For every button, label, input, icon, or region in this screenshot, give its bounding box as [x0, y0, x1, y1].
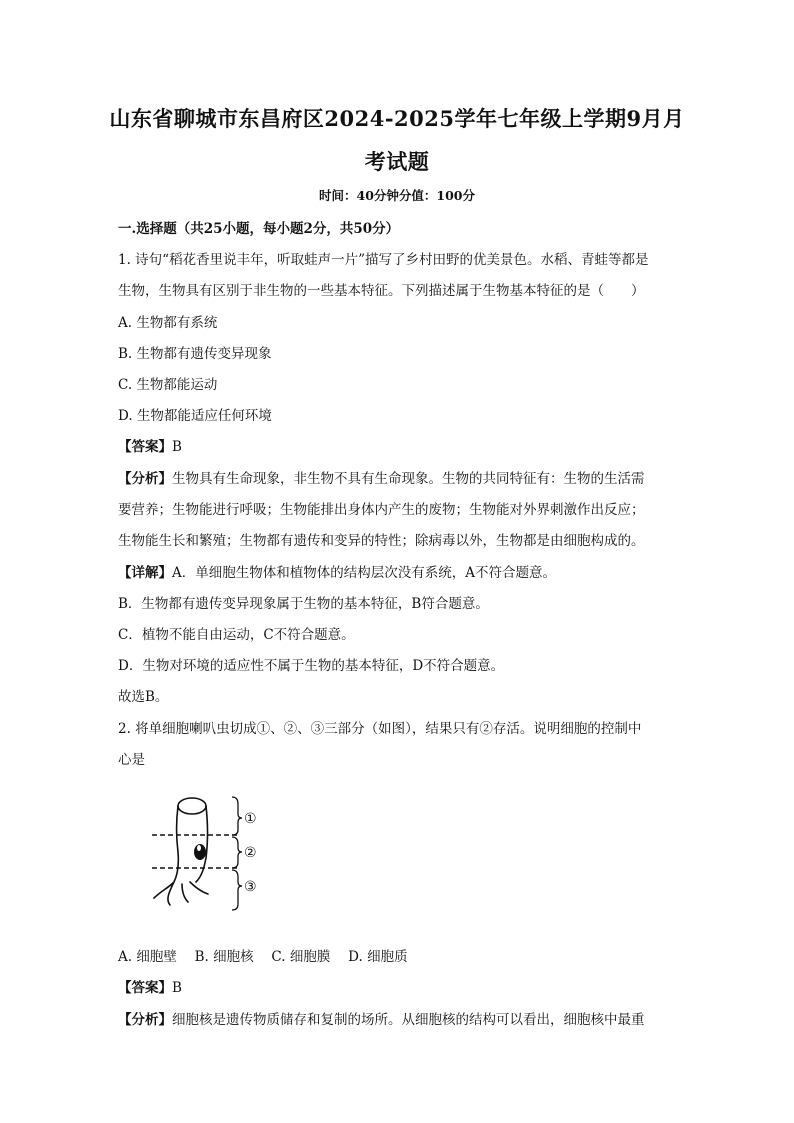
q2-answer	[118, 976, 182, 996]
analysis-text: 生物具有生命现象，非生物不具有生命现象。生物的共同特征有：生物的生活需	[172, 471, 645, 487]
exam-meta: 时间：40分钟分值：100分	[319, 188, 475, 203]
q1-analysis-line2: 要营养；生物能进行呼吸；生物能排出身体内产生的废物；生物能对外界刺激作出反应；	[118, 502, 645, 518]
q1-analysis-line1	[118, 467, 645, 487]
answer-tag: 【答案】	[118, 980, 172, 996]
doc-title-line1: 山东省聊城市东昌府区2024-2025学年七年级上学期9月月	[109, 106, 685, 131]
analysis-tag: 【分析】	[118, 471, 172, 487]
answer-value: B	[172, 980, 182, 996]
q1-conclusion: 故选B。	[118, 689, 169, 705]
q1-answer	[118, 435, 182, 455]
q1-analysis-line3: 生物能生长和繁殖；生物都有遗传和变异的特性；除病毒以外，生物都是由细胞构成的。	[118, 533, 645, 549]
q2-stem-line2: 心是	[118, 752, 145, 768]
label-part-1: ①	[244, 811, 257, 827]
q1-option-a: A. 生物都有系统	[118, 315, 218, 331]
doc-title-line2: 考试题	[364, 149, 430, 174]
analysis-text: 细胞核是遗传物质储存和复制的场所。从细胞核的结构可以看出，细胞核中最重	[172, 1012, 645, 1028]
label-part-2: ②	[244, 845, 257, 861]
q2-stem-line1: 2. 将单细胞喇叭虫切成①、②、③三部分（如图），结果只有②存活。说明细胞的控制中	[118, 721, 642, 737]
bracket-1	[232, 797, 242, 835]
bracket-3	[232, 870, 242, 910]
q1-option-b: B. 生物都有遗传变异现象	[118, 346, 272, 362]
q2-options: A. 细胞壁 B. 细胞核 C. 细胞膜 D. 细胞质	[118, 949, 408, 965]
detail-tag: 【详解】	[118, 565, 172, 581]
q1-stem-line2: 生物，生物具有区别于非生物的一些基本特征。下列描述属于生物基本特征的是（ ）	[118, 283, 645, 299]
detail-text: A．单细胞生物体和植物体的结构层次没有系统，A不符合题意。	[172, 565, 556, 581]
answer-value: B	[172, 439, 182, 455]
q1-option-c: C. 生物都能运动	[118, 377, 218, 393]
q2-analysis-line1	[118, 1008, 645, 1028]
bracket-2	[232, 837, 242, 868]
section-heading: 一.选择题（共25小题，每小题2分，共50分）	[118, 221, 400, 237]
q1-option-d: D. 生物都能适应任何环境	[118, 408, 272, 424]
q1-detail-line2: B．生物都有遗传变异现象属于生物的基本特征，B符合题意。	[118, 596, 489, 612]
q1-stem-line1: 1. 诗句“稻花香里说丰年，听取蛙声一片”描写了乡村田野的优美景色。水稻、青蛙等都是	[118, 252, 649, 268]
label-part-3: ③	[244, 879, 257, 895]
analysis-tag: 【分析】	[118, 1012, 172, 1028]
trumpet-cell-top	[178, 798, 206, 814]
q1-detail-line3: C．植物不能自由运动，C不符合题意。	[118, 627, 355, 643]
q1-detail-line4: D．生物对环境的适应性不属于生物的基本特征，D不符合题意。	[118, 658, 505, 674]
trumpet-cell-diagram	[148, 792, 278, 917]
q1-detail-line1	[118, 561, 556, 581]
answer-tag: 【答案】	[118, 439, 172, 455]
